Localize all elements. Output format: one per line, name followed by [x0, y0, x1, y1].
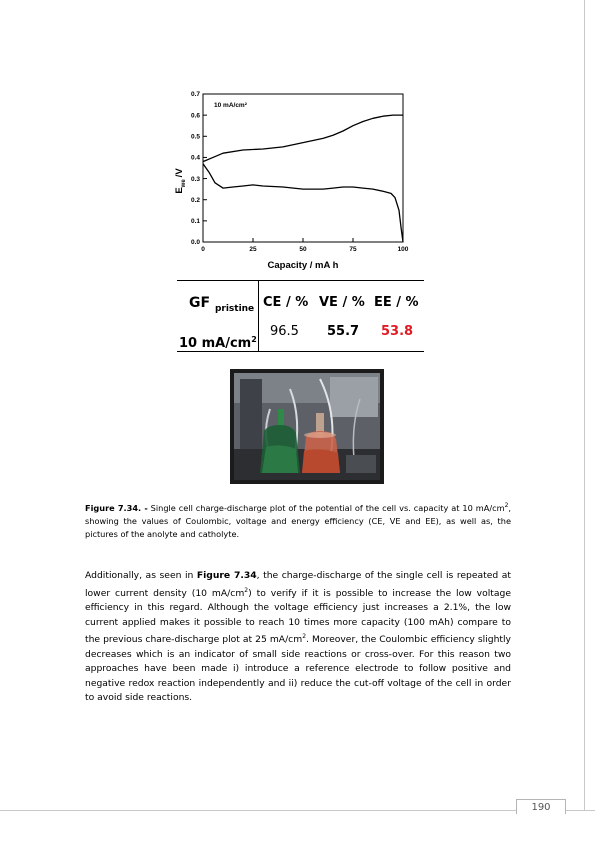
y-tick-label: 0.5	[190, 133, 200, 141]
figure-caption: Figure 7.34. - Single cell charge-discharge plot of the potential of the cell vs. capacity at 10 $mA/cm^2$, showing the values of Coulombic, voltage and energy efficiency (CE, VE and EE), as well as, the pictures of the anolyte and catholyte.	[85, 502, 511, 539]
page-number: 190	[516, 799, 566, 814]
y-tick-label: 0.7	[190, 91, 200, 99]
caption-label: Figure 7.34. -	[85, 503, 148, 513]
page-border	[584, 0, 585, 810]
ce-header: CE / %	[263, 295, 309, 310]
footer-rule	[0, 810, 595, 811]
table-row-label: GF $_{pristine}$	[189, 295, 255, 314]
x-tick-label: 50	[299, 246, 307, 253]
plot-frame	[203, 94, 403, 242]
ee-value: 53.8	[381, 324, 414, 339]
efficiency-table	[177, 280, 424, 352]
y-tick-label: 0.1	[190, 218, 200, 226]
ve-header: VE / %	[319, 295, 365, 310]
ee-header: EE / %	[374, 295, 419, 310]
y-tick-label: 0.6	[190, 112, 200, 120]
x-tick-label: 25	[249, 246, 257, 253]
charge-discharge-chart	[170, 86, 410, 276]
x-tick-label: 0	[201, 246, 205, 253]
discharge-curve	[203, 164, 403, 242]
electrolyte-photo	[230, 369, 384, 484]
body-paragraph: Additionally, as seen in Figure 7.34, the charge-discharge of the single cell is repeated at lower current density (10 $mA/cm^2$) to verify if it is possible to increase the low voltage efficiency in this regard. Although the voltage efficiency just increases a 2.1%, the low current applied makes it possible to reach 10 times more capacity (100 mAh) compare to the previous chare-discharge plot at 25 $mA/cm^2$. Moreover, the Coulombic efficiency slightly decreases which is an indicator of small side reactions or cross-over. For this reason two approaches have been made i) introduce a reference electrode to follow positive and negative redox reaction independently and ii) reduce the cut-off voltage of the cell in order to avoid side reactions.	[85, 570, 512, 703]
y-tick-label: 0.4	[190, 154, 200, 162]
x-tick-label: 75	[349, 246, 357, 253]
electrolyte-photo-graphic	[230, 369, 384, 484]
y-tick-label: 0.0	[190, 239, 200, 247]
chart-annotation: 10 mA/cm²	[214, 102, 247, 109]
y-tick-label: 0.2	[190, 196, 200, 204]
charge-curve	[203, 115, 403, 162]
ve-value: 55.7	[327, 324, 360, 339]
ce-value: 96.5	[270, 324, 299, 339]
y-tick-label: 0.3	[190, 175, 200, 183]
figure-reference: Figure 7.34	[196, 570, 257, 581]
y-axis-label: $E_{we}/V$	[174, 168, 187, 194]
current-density-label: 10 $mA/cm^2$	[179, 335, 257, 351]
x-tick-label: 100	[397, 246, 409, 253]
x-axis-label: Capacity / mA h	[267, 260, 339, 271]
